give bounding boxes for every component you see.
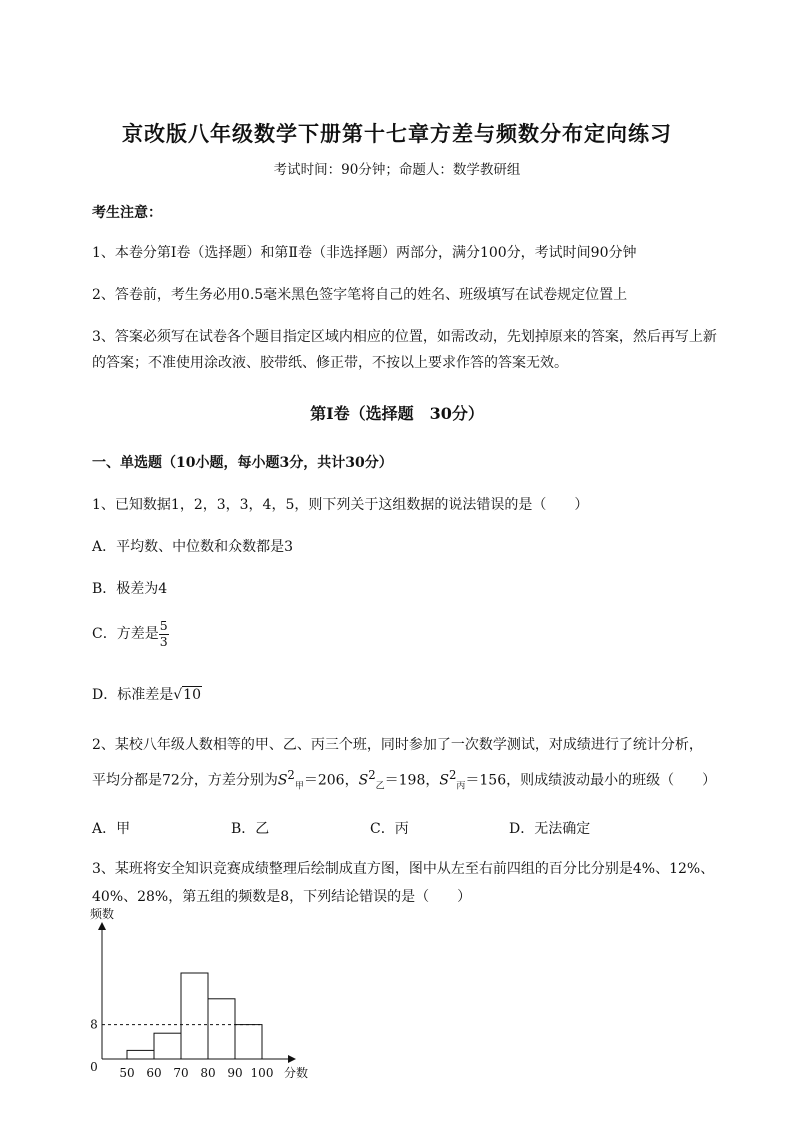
q1-option-c: [92, 620, 169, 648]
variance-value-jia: ＝206，: [303, 772, 359, 789]
sqrt-icon: √: [173, 687, 183, 703]
q2-line-2-prefix: 平均分都是72分，方差分别为: [92, 772, 278, 789]
q3-stem-line-1: 3、某班将安全知识竞赛成绩整理后绘制成直方图，图中从左至右前四组的百分比分别是4%、12%、: [92, 861, 715, 877]
variance-exponent: 2: [368, 768, 376, 782]
variance-subscript-yi: 乙: [375, 781, 385, 792]
q1-option-b: B．极差为4: [92, 581, 168, 597]
exam-title: 京改版八年级数学下册第十七章方差与频数分布定向练习: [122, 121, 672, 146]
notice-item-3-line-2: 的答案；不准使用涂改液、胶带纸、修正带，不按以上要求作答的答案无效。: [92, 355, 568, 371]
q1-option-a: A．平均数、中位数和众数都是3: [92, 539, 294, 555]
q2-option-a: A．甲: [92, 821, 131, 837]
histogram-bar: [181, 973, 208, 1059]
q2-option-c: C．丙: [370, 821, 409, 837]
q1-option-d: [92, 684, 202, 704]
notice-item-1: 1、本卷分第Ⅰ卷（选择题）和第Ⅱ卷（非选择题）两部分，满分100分，考试时间90分钟: [92, 245, 637, 261]
q2-stem-line-1: 2、某校八年级人数相等的甲、乙、丙三个班，同时参加了一次数学测试，对成绩进行了统计分析，: [92, 737, 703, 753]
y-axis-label: 频数: [90, 907, 115, 921]
q3-stem-line-2: 40%、28%，第五组的频数是8，下列结论错误的是（ ）: [92, 889, 472, 905]
histogram-bar: [208, 999, 235, 1059]
variance-value-yi: ＝198，: [384, 772, 440, 789]
y-axis-arrow-icon: [98, 922, 106, 930]
variance-symbol-jia: S: [277, 772, 288, 789]
notice-item-3-line-1: 3、答案必须写在试卷各个题目指定区域内相应的位置，如需改动，先划掉原来的答案，然后再写上新: [92, 329, 717, 345]
variance-symbol-yi: S: [358, 772, 369, 789]
q1-option-d-prefix: D．标准差是: [92, 687, 174, 703]
q2-option-d: D．无法确定: [509, 821, 591, 837]
variance-exponent: 2: [448, 768, 457, 782]
x-tick-label: 70: [173, 1066, 189, 1080]
sqrt-radicand: 10: [183, 687, 201, 703]
x-axis-arrow-icon: [288, 1055, 296, 1063]
variance-subscript-jia: 甲: [294, 781, 304, 792]
notice-heading: 考生注意：: [92, 205, 162, 221]
part-heading: 一、单选题（10小题，每小题3分，共计30分）: [92, 455, 393, 471]
fraction-numerator: 5: [159, 618, 168, 633]
q1-option-c-prefix: C．方差是: [92, 626, 159, 642]
histogram-chart: [88, 906, 328, 1082]
variance-symbol-bing: S: [439, 772, 449, 789]
x-tick-label: 50: [119, 1066, 135, 1080]
notice-item-2: 2、答卷前，考生务必用0.5毫米黑色签字笔将自己的姓名、班级填写在试卷规定位置上: [92, 287, 628, 303]
fraction-denominator: 3: [159, 633, 168, 649]
x-tick-label: 90: [227, 1066, 243, 1080]
q2-option-b: B．乙: [231, 821, 270, 837]
histogram-bar: [154, 1033, 181, 1059]
q1-stem: 1、已知数据1，2，3，3，4，5，则下列关于这组数据的说法错误的是（ ）: [92, 497, 589, 513]
fraction: [159, 620, 169, 648]
variance-value-bing: ＝156，则成绩波动最小的班级（ ）: [465, 772, 717, 789]
x-tick-label: 60: [146, 1066, 162, 1080]
y-tick-label: 0: [90, 1060, 98, 1074]
q2-stem-line-2: [92, 768, 716, 791]
x-tick-label: 100: [250, 1066, 274, 1080]
variance-subscript-bing: 丙: [456, 781, 466, 792]
y-tick-label: 8: [90, 1017, 98, 1032]
exam-subtitle: 考试时间：90分钟；命题人：数学教研组: [273, 162, 521, 178]
histogram-bar: [235, 1025, 262, 1059]
histogram-bar: [127, 1050, 154, 1059]
x-axis-label: 分数: [283, 1066, 309, 1080]
variance-exponent: 2: [287, 768, 295, 782]
x-tick-label: 80: [200, 1066, 216, 1080]
section-title: 第Ⅰ卷（选择题 30分）: [310, 404, 484, 423]
